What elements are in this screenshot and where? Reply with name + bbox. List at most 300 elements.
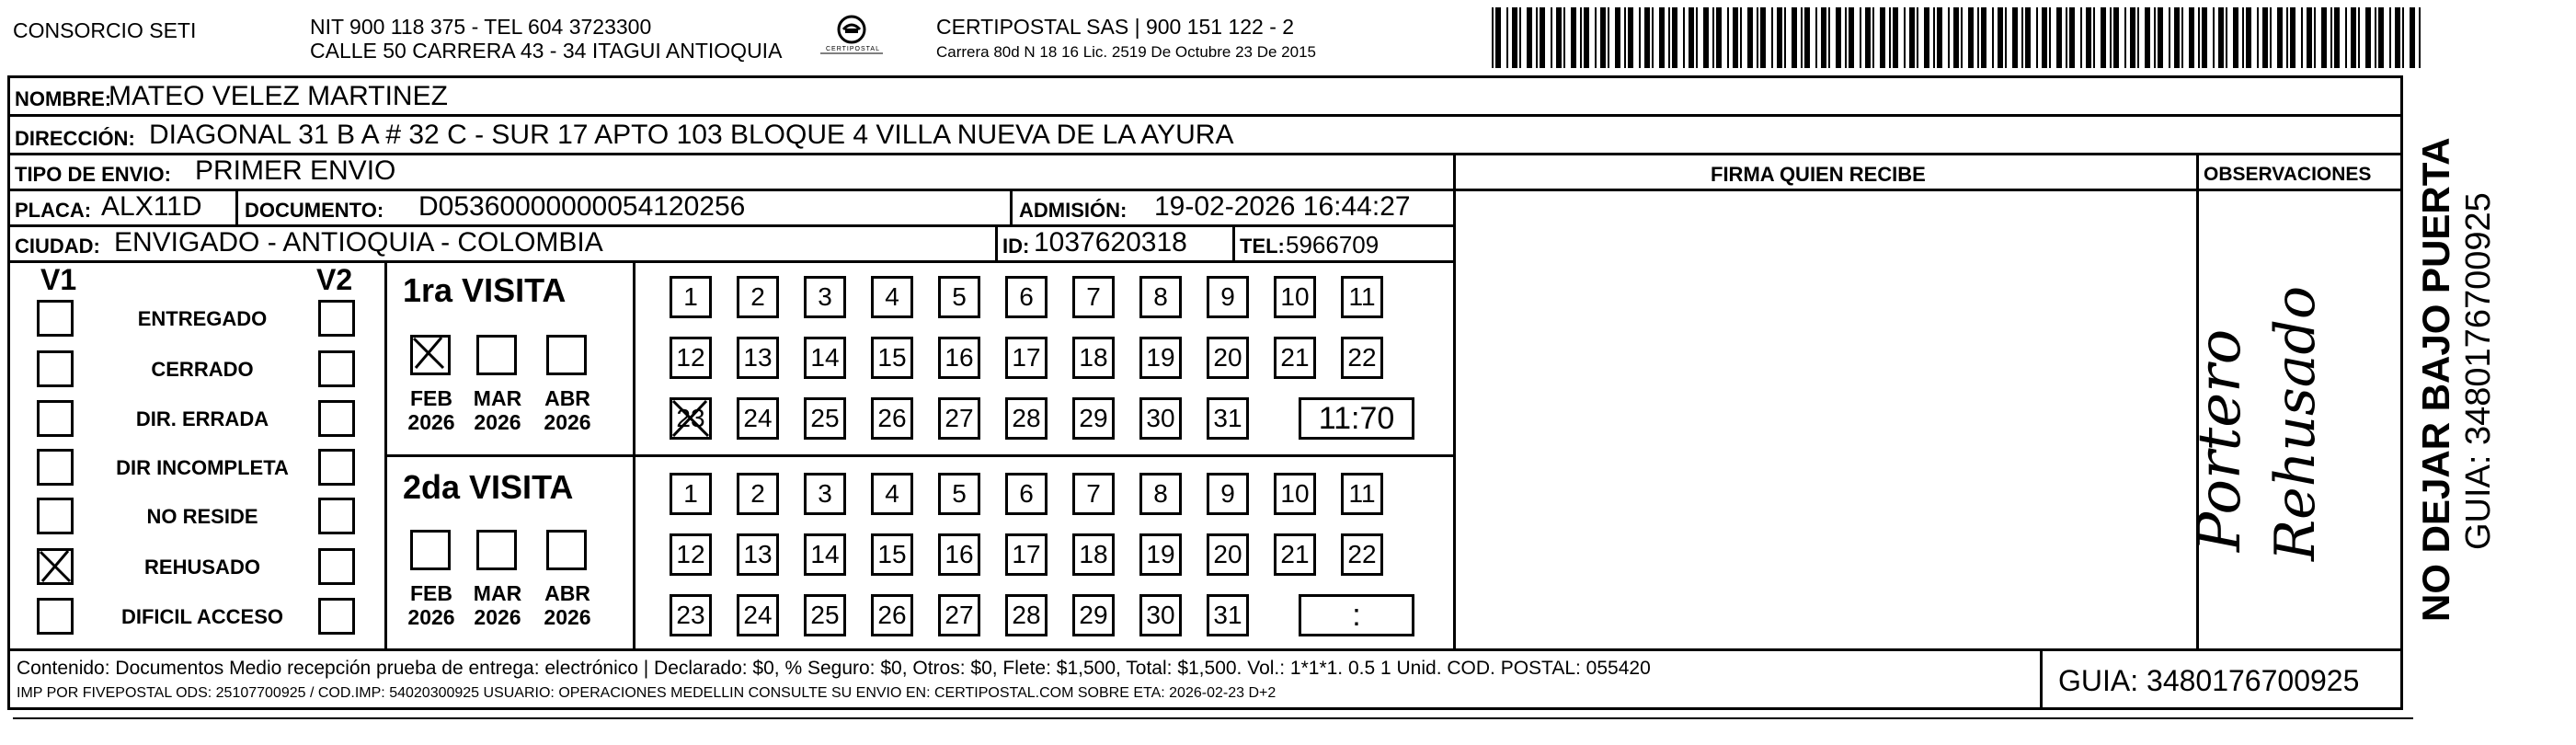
barcode-bar bbox=[2086, 7, 2091, 68]
barcode-bar bbox=[1644, 7, 1650, 68]
admision-separator bbox=[1010, 189, 1013, 224]
day-number: 6 bbox=[1019, 282, 1034, 311]
visit1-day-box[interactable] bbox=[737, 337, 779, 379]
barcode-bar bbox=[1849, 7, 1854, 68]
barcode-bar bbox=[1981, 7, 1986, 68]
barcode-bar bbox=[2049, 7, 2051, 68]
barcode-bar bbox=[1904, 7, 1906, 68]
status-label: NO RESIDE bbox=[146, 505, 258, 528]
logo-text: CERTIPOSTAL bbox=[826, 46, 880, 52]
v2-label: V2 bbox=[316, 263, 353, 296]
visit2-day-box[interactable] bbox=[938, 594, 980, 636]
visit2-day-box[interactable] bbox=[938, 533, 980, 576]
visit2-day-box[interactable] bbox=[1274, 533, 1316, 576]
day-number: 20 bbox=[1213, 343, 1242, 372]
visit1-day-box[interactable] bbox=[938, 397, 980, 440]
visit2-day-box[interactable] bbox=[1207, 473, 1249, 515]
month-year: 2026 bbox=[544, 410, 591, 435]
barcode-bar bbox=[1733, 7, 1738, 68]
visit2-day-box[interactable] bbox=[938, 473, 980, 515]
day-number: 16 bbox=[945, 540, 974, 568]
visit1-day-box[interactable] bbox=[871, 276, 913, 318]
day-number: 10 bbox=[1280, 282, 1310, 311]
visit1-day-box[interactable] bbox=[670, 337, 712, 379]
barcode-bar bbox=[1801, 7, 1803, 68]
barcode-bar bbox=[1668, 7, 1670, 68]
direccion-label: DIRECCIÓN: bbox=[15, 127, 135, 150]
observacion-portero: Portero bbox=[2186, 328, 2254, 552]
visit2-day-box[interactable] bbox=[1207, 594, 1249, 636]
v2-checkbox[interactable] bbox=[318, 350, 355, 387]
day-number: 30 bbox=[1146, 601, 1175, 629]
barcode-bar bbox=[2154, 7, 2156, 68]
barcode-bar bbox=[2262, 7, 2268, 68]
visit2-month-label bbox=[399, 581, 464, 630]
visit2-day-box[interactable] bbox=[804, 473, 846, 515]
visit1-day-box[interactable] bbox=[1139, 397, 1182, 440]
day-number: 26 bbox=[877, 404, 907, 432]
barcode-bar bbox=[2169, 7, 2170, 68]
v1-checkbox[interactable] bbox=[37, 350, 74, 387]
visit2-day-box[interactable] bbox=[1072, 533, 1115, 576]
barcode-bar bbox=[2145, 7, 2150, 68]
barcode-bar bbox=[1792, 7, 1797, 68]
v2-checkbox[interactable] bbox=[318, 548, 355, 585]
barcode-bar bbox=[1865, 7, 1871, 68]
barcode-bar bbox=[2101, 7, 2106, 68]
visit1-day-box[interactable] bbox=[871, 397, 913, 440]
barcode-bar bbox=[2056, 7, 2062, 68]
day-number: 3 bbox=[818, 479, 832, 508]
day-number: 26 bbox=[877, 601, 907, 629]
visit1-day-box[interactable] bbox=[804, 276, 846, 318]
v2-checkbox[interactable] bbox=[318, 449, 355, 486]
barcode-bar bbox=[2080, 7, 2082, 68]
barcode-bar bbox=[1872, 7, 1874, 68]
barcode-bar bbox=[2124, 7, 2126, 68]
v1-checkbox[interactable] bbox=[37, 300, 74, 337]
barcode-bar bbox=[1784, 7, 1786, 68]
documento-label: DOCUMENTO: bbox=[245, 199, 384, 222]
barcode-bar bbox=[1696, 7, 1698, 68]
visit2-month-checkbox[interactable] bbox=[476, 530, 517, 570]
day-number: 24 bbox=[743, 601, 773, 629]
visit2-day-box[interactable] bbox=[737, 473, 779, 515]
barcode-bar bbox=[1672, 7, 1677, 68]
barcode-bar bbox=[1628, 7, 1633, 68]
day-number: 27 bbox=[945, 601, 974, 629]
day-number: 9 bbox=[1220, 479, 1235, 508]
visit1-month-label bbox=[535, 386, 600, 435]
v1-checkbox[interactable] bbox=[37, 548, 74, 585]
visit2-day-box[interactable] bbox=[871, 533, 913, 576]
barcode-bar bbox=[2286, 7, 2288, 68]
day-number: 28 bbox=[1012, 404, 1041, 432]
barcode-bar bbox=[2410, 7, 2415, 68]
day-number: 1 bbox=[683, 282, 698, 311]
visit2-day-box[interactable] bbox=[1274, 473, 1316, 515]
day-number: 27 bbox=[945, 404, 974, 432]
visit2-month-checkbox[interactable] bbox=[546, 530, 587, 570]
day-number: 23 bbox=[676, 601, 705, 629]
barcode-bar bbox=[1998, 7, 2003, 68]
no-dejar-bajo-puerta: NO DEJAR BAJO PUERTA bbox=[2414, 137, 2457, 622]
status-label: DIR INCOMPLETA bbox=[116, 456, 289, 479]
barcode-bar bbox=[2246, 7, 2251, 68]
day-number: 24 bbox=[743, 404, 773, 432]
barcode-bar bbox=[1540, 7, 1545, 68]
day-number: 8 bbox=[1153, 282, 1168, 311]
barcode-bar bbox=[1804, 7, 1810, 68]
barcode-bar bbox=[2419, 7, 2421, 68]
day-number: 10 bbox=[1280, 479, 1310, 508]
barcode-bar bbox=[2351, 7, 2356, 68]
frame-right-border bbox=[2400, 75, 2403, 648]
bottom-shadow-line bbox=[13, 717, 2413, 719]
nit-line: NIT 900 118 375 - TEL 604 3723300 bbox=[310, 15, 652, 39]
barcode-bar bbox=[1659, 7, 1665, 68]
address-line: CALLE 50 CARRERA 43 - 34 ITAGUI ANTIOQUIA bbox=[310, 39, 783, 63]
barcode-bar bbox=[1595, 7, 1597, 68]
barcode-bar bbox=[2395, 7, 2400, 68]
day-number: 3 bbox=[818, 282, 832, 311]
visit2-day-box[interactable] bbox=[1072, 473, 1115, 515]
side-guia: GUIA: 3480176700925 bbox=[2459, 192, 2498, 550]
barcode-bar bbox=[2093, 7, 2095, 68]
barcode-bar bbox=[2066, 7, 2067, 68]
visit2-title: 2da VISITA bbox=[403, 468, 574, 506]
visit1-day-box[interactable] bbox=[1341, 276, 1383, 318]
barcode-bar bbox=[1968, 7, 1974, 68]
barcode-bar bbox=[2158, 7, 2163, 68]
day-number: 11 bbox=[1348, 282, 1376, 311]
documento-value: D05360000000054120256 bbox=[418, 191, 746, 222]
status-label: ENTREGADO bbox=[137, 307, 268, 330]
day-number: 2 bbox=[750, 479, 765, 508]
barcode-bar bbox=[2257, 7, 2259, 68]
footer-separator bbox=[7, 648, 2403, 651]
visit1-day-box[interactable] bbox=[938, 337, 980, 379]
visit2-day-box[interactable] bbox=[670, 594, 712, 636]
barcode-bar bbox=[2345, 7, 2347, 68]
barcode-bar bbox=[2137, 7, 2139, 68]
placa-value: ALX11D bbox=[101, 191, 202, 222]
barcode-bar bbox=[1924, 7, 1929, 68]
certipostal-logo bbox=[815, 13, 888, 59]
day-number: 14 bbox=[810, 540, 840, 568]
v1-checkbox[interactable] bbox=[37, 449, 74, 486]
barcode-bar bbox=[2330, 7, 2332, 68]
status-label: DIFICIL ACCESO bbox=[120, 605, 283, 628]
visit1-month-checkbox[interactable] bbox=[410, 335, 451, 375]
footer-guia: GUIA: 3480176700925 bbox=[2058, 664, 2360, 697]
visit1-day-box[interactable] bbox=[1005, 276, 1048, 318]
visit2-day-box[interactable] bbox=[1139, 594, 1182, 636]
v2-checkbox[interactable] bbox=[318, 598, 355, 635]
row-line bbox=[1456, 189, 2403, 191]
day-number: 22 bbox=[1347, 343, 1377, 372]
barcode-bar bbox=[1703, 7, 1709, 68]
barcode-bar bbox=[1512, 7, 1517, 68]
visit1-day-box[interactable] bbox=[1139, 337, 1182, 379]
v1-checkbox[interactable] bbox=[37, 400, 74, 437]
visit1-day-box[interactable] bbox=[1274, 337, 1316, 379]
barcode-bar bbox=[1495, 7, 1501, 68]
day-number: 14 bbox=[810, 343, 840, 372]
barcode-bar bbox=[1953, 7, 1959, 68]
visit1-day-box[interactable] bbox=[804, 397, 846, 440]
barcode-bar bbox=[1992, 7, 1994, 68]
id-value: 1037620318 bbox=[1034, 227, 1187, 258]
barcode-bar bbox=[2226, 7, 2227, 68]
barcode-bar bbox=[2036, 7, 2038, 68]
barcode-bar bbox=[2290, 7, 2296, 68]
visit1-month-checkbox[interactable] bbox=[476, 335, 517, 375]
id-separator bbox=[995, 224, 998, 260]
day-number: 29 bbox=[1079, 601, 1108, 629]
day-number: 4 bbox=[885, 479, 899, 508]
footer-contenido: Contenido: Documentos Medio recepción prueba de entrega: electrónico | Declarado: $0, % Seguro: $0, Otros: $0, Flete: $1,500, Total: $1,500. Vol.: 1*1*1. 0.5 1 Unid. COD. POSTAL: 055420 bbox=[17, 658, 1651, 679]
v2-checkbox[interactable] bbox=[318, 300, 355, 337]
day-number: 16 bbox=[945, 343, 974, 372]
visit2-day-box[interactable] bbox=[871, 594, 913, 636]
barcode-bar bbox=[1740, 7, 1742, 68]
footer-guia-separator bbox=[2040, 648, 2043, 710]
barcode-bar bbox=[1712, 7, 1714, 68]
month-year: 2026 bbox=[544, 605, 591, 630]
v1-checkbox[interactable] bbox=[37, 598, 74, 635]
visit2-day-box[interactable] bbox=[804, 533, 846, 576]
barcode-bar bbox=[1937, 7, 1942, 68]
tel-separator bbox=[1232, 224, 1235, 260]
visit2-month-label bbox=[535, 581, 600, 630]
month-name: MAR bbox=[473, 386, 522, 410]
visit1-day-box[interactable] bbox=[1207, 397, 1249, 440]
visit1-day-box[interactable] bbox=[1274, 276, 1316, 318]
day-number: 22 bbox=[1347, 540, 1377, 568]
time-value: : bbox=[1352, 597, 1361, 633]
row-line bbox=[7, 114, 2403, 117]
day-number: 29 bbox=[1079, 404, 1108, 432]
barcode-bar bbox=[1615, 7, 1620, 68]
time-value: 11:70 bbox=[1318, 400, 1395, 436]
barcode-bar bbox=[2025, 7, 2031, 68]
firma-header: FIRMA QUIEN RECIBE bbox=[1711, 163, 1926, 186]
barcode-bar bbox=[1536, 7, 1538, 68]
visit2-day-box[interactable] bbox=[670, 533, 712, 576]
visit1-day-box[interactable] bbox=[1005, 337, 1048, 379]
barcode-bar bbox=[1909, 7, 1915, 68]
v2-checkbox[interactable] bbox=[318, 498, 355, 534]
barcode-bar bbox=[1821, 7, 1826, 68]
status-label: REHUSADO bbox=[144, 556, 260, 579]
visit1-day-box[interactable] bbox=[1207, 276, 1249, 318]
day-number: 28 bbox=[1012, 601, 1041, 629]
barcode-bar bbox=[1760, 7, 1766, 68]
day-number: 9 bbox=[1220, 282, 1235, 311]
barcode-bar bbox=[2233, 7, 2238, 68]
barcode-bar bbox=[1639, 7, 1641, 68]
barcode-bar bbox=[1492, 7, 1494, 68]
day-number: 20 bbox=[1213, 540, 1242, 568]
barcode-bar bbox=[1747, 7, 1753, 68]
status-label: CERRADO bbox=[151, 358, 254, 381]
barcode-bar bbox=[2069, 7, 2075, 68]
visit1-day-box[interactable] bbox=[670, 397, 712, 440]
visit2-day-box[interactable] bbox=[1005, 533, 1048, 576]
month-name: FEB bbox=[410, 581, 452, 605]
day-number: 8 bbox=[1153, 479, 1168, 508]
visit2-day-box[interactable] bbox=[1139, 533, 1182, 576]
tel-value: 5966709 bbox=[1286, 231, 1380, 258]
barcode bbox=[1492, 7, 2421, 68]
placa-label: PLACA: bbox=[15, 199, 92, 222]
visit2-day-box[interactable] bbox=[1005, 473, 1048, 515]
barcode-bar bbox=[2113, 7, 2119, 68]
visit1-day-box[interactable] bbox=[1139, 276, 1182, 318]
day-number: 2 bbox=[750, 282, 765, 311]
visit1-month-checkbox[interactable] bbox=[546, 335, 587, 375]
visit1-day-box[interactable] bbox=[871, 337, 913, 379]
visit1-day-box[interactable] bbox=[1341, 337, 1383, 379]
v1-checkbox[interactable] bbox=[37, 498, 74, 534]
visit2-month-checkbox[interactable] bbox=[410, 530, 451, 570]
month-name: FEB bbox=[410, 386, 452, 410]
day-number: 18 bbox=[1079, 540, 1108, 568]
day-number: 4 bbox=[885, 282, 899, 311]
barcode-bar bbox=[2198, 7, 2200, 68]
day-number: 23 bbox=[676, 404, 705, 432]
visit1-time-box[interactable] bbox=[1299, 397, 1414, 440]
visit2-day-box[interactable] bbox=[670, 473, 712, 515]
day-number: 11 bbox=[1348, 479, 1376, 508]
day-number: 13 bbox=[743, 540, 773, 568]
day-number: 12 bbox=[676, 343, 705, 372]
barcode-bar bbox=[1580, 7, 1582, 68]
v1-label: V1 bbox=[40, 263, 77, 296]
visit1-day-box[interactable] bbox=[804, 337, 846, 379]
day-number: 21 bbox=[1280, 343, 1310, 372]
visit2-day-box[interactable] bbox=[1005, 594, 1048, 636]
visit2-day-box[interactable] bbox=[737, 533, 779, 576]
visit2-month-label bbox=[465, 581, 530, 630]
month-year: 2026 bbox=[474, 605, 521, 630]
visit1-day-box[interactable] bbox=[1072, 337, 1115, 379]
certipostal-line: CERTIPOSTAL SAS | 900 151 122 - 2 bbox=[936, 15, 1295, 39]
day-number: 30 bbox=[1146, 404, 1175, 432]
day-number: 17 bbox=[1012, 540, 1041, 568]
barcode-bar bbox=[1571, 7, 1576, 68]
visit1-day-box[interactable] bbox=[1207, 337, 1249, 379]
day-number: 6 bbox=[1019, 479, 1034, 508]
barcode-bar bbox=[1563, 7, 1565, 68]
visit2-day-box[interactable] bbox=[1341, 473, 1383, 515]
barcode-bar bbox=[1689, 7, 1694, 68]
barcode-bar bbox=[1836, 7, 1841, 68]
month-year: 2026 bbox=[474, 410, 521, 435]
barcode-bar bbox=[2130, 7, 2135, 68]
visit2-time-box[interactable] bbox=[1299, 594, 1414, 636]
signature-left-border bbox=[1453, 153, 1456, 648]
v2-checkbox[interactable] bbox=[318, 400, 355, 437]
barcode-bar bbox=[2042, 7, 2047, 68]
barcode-bar bbox=[1977, 7, 1979, 68]
barcode-bar bbox=[1889, 7, 1891, 68]
day-number: 17 bbox=[1012, 343, 1041, 372]
month-name: ABR bbox=[544, 581, 590, 605]
barcode-bar bbox=[2202, 7, 2207, 68]
barcode-bar bbox=[2213, 7, 2215, 68]
barcode-bar bbox=[2358, 7, 2360, 68]
barcode-bar bbox=[2189, 7, 2194, 68]
barcode-bar bbox=[1845, 7, 1847, 68]
barcode-bar bbox=[1757, 7, 1758, 68]
barcode-bar bbox=[1506, 7, 1508, 68]
status-label: DIR. ERRADA bbox=[135, 407, 269, 430]
barcode-bar bbox=[1584, 7, 1589, 68]
barcode-bar bbox=[1551, 7, 1552, 68]
visit1-day-box[interactable] bbox=[1072, 397, 1115, 440]
barcode-bar bbox=[2301, 7, 2303, 68]
barcode-bar bbox=[1828, 7, 1830, 68]
day-number: 19 bbox=[1146, 540, 1175, 568]
visit1-day-box[interactable] bbox=[737, 397, 779, 440]
day-number: 13 bbox=[743, 343, 773, 372]
barcode-bar bbox=[1917, 7, 1918, 68]
barcode-bar bbox=[2321, 7, 2327, 68]
day-number: 7 bbox=[1086, 479, 1101, 508]
barcode-bar bbox=[1948, 7, 1950, 68]
barcode-bar bbox=[2402, 7, 2404, 68]
visit1-day-box[interactable] bbox=[1005, 397, 1048, 440]
barcode-bar bbox=[1624, 7, 1626, 68]
barcode-bar bbox=[2334, 7, 2340, 68]
day-number: 15 bbox=[877, 343, 907, 372]
admision-label: ADMISIÓN: bbox=[1019, 199, 1128, 222]
barcode-bar bbox=[2389, 7, 2391, 68]
barcode-bar bbox=[2012, 7, 2018, 68]
visit2-day-box[interactable] bbox=[1207, 533, 1249, 576]
visit1-day-box[interactable] bbox=[737, 276, 779, 318]
month-year: 2026 bbox=[407, 605, 455, 630]
visit2-day-box[interactable] bbox=[804, 594, 846, 636]
barcode-bar bbox=[1652, 7, 1654, 68]
license-line: Carrera 80d N 18 16 Lic. 2519 De Octubre 23 De 2015 bbox=[936, 43, 1316, 61]
barcode-bar bbox=[1727, 7, 1729, 68]
barcode-bar bbox=[1600, 7, 1606, 68]
observaciones-header: OBSERVACIONES bbox=[2204, 164, 2372, 185]
visit1-day-box[interactable] bbox=[938, 276, 980, 318]
barcode-bar bbox=[2110, 7, 2112, 68]
tel-label: TEL: bbox=[1240, 235, 1285, 258]
barcode-bar bbox=[1556, 7, 1562, 68]
month-name: ABR bbox=[544, 386, 590, 410]
visit2-day-box[interactable] bbox=[871, 473, 913, 515]
visit1-day-box[interactable] bbox=[670, 276, 712, 318]
visit2-day-box[interactable] bbox=[1341, 533, 1383, 576]
barcode-bar bbox=[1608, 7, 1609, 68]
visit2-day-box[interactable] bbox=[1072, 594, 1115, 636]
visit2-day-box[interactable] bbox=[1139, 473, 1182, 515]
barcode-bar bbox=[2314, 7, 2316, 68]
visit1-day-box[interactable] bbox=[1072, 276, 1115, 318]
ciudad-label: CIUDAD: bbox=[15, 235, 100, 258]
barcode-bar bbox=[1933, 7, 1935, 68]
id-label: ID: bbox=[1002, 235, 1030, 258]
day-number: 25 bbox=[810, 404, 840, 432]
visit2-day-box[interactable] bbox=[737, 594, 779, 636]
day-number: 1 bbox=[683, 479, 698, 508]
